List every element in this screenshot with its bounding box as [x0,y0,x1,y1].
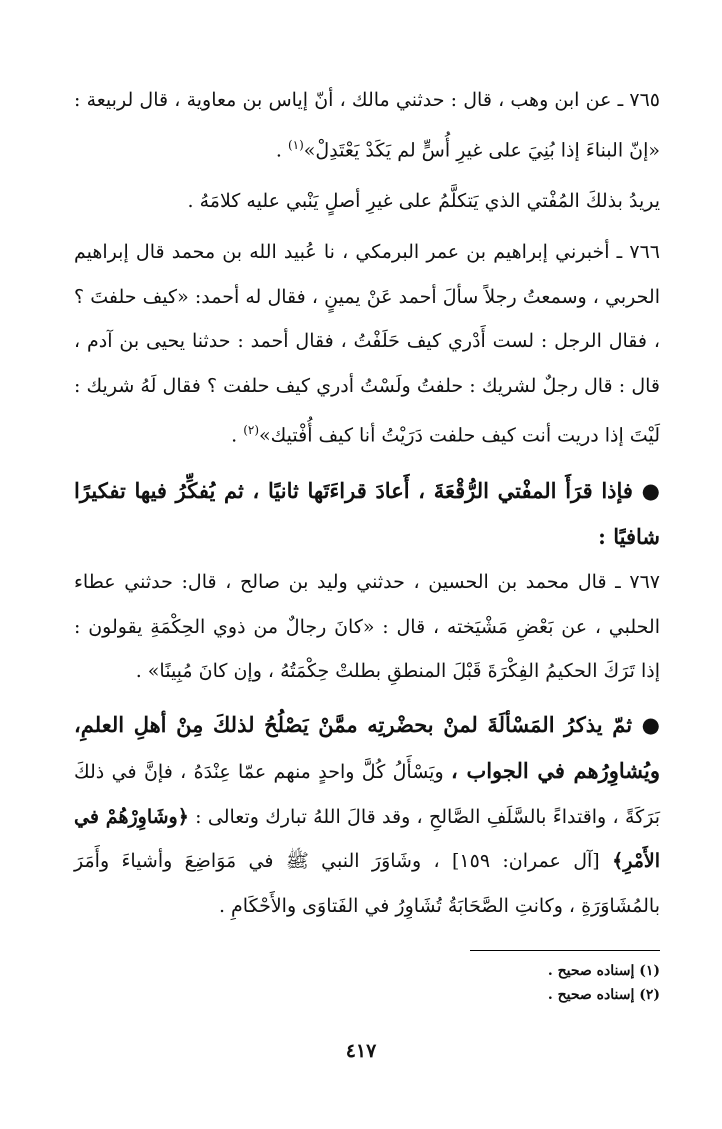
page-number: ٤١٧ [345,1040,377,1062]
paragraph-765 [74,78,660,172]
consultation-heading: ● ثمّ يذكرُ المَسْألَةَ لمنْ بحضْرتِه ممَّنْ يَصْلُحُ لذلكَ مِنْ أهلِ العلمِ، ويُشاوِرُهم في الجواب ، [74,711,660,784]
footnote-2: (٢) إسناده صحيح . [547,987,660,1003]
paragraph-765-explanation: يريدُ بذلكَ المُفْتي الذي يَتكلَّمُ على غيرِ أصلٍ يَنْبي عليه كلامَهُ . [187,190,660,213]
quran-quote: ﴿وشَاوِرْهُمْ في الأَمْرِ﴾ [74,805,660,873]
paragraph-767: ٧٦٧ ـ قال محمد بن الحسين ، حدثني وليد بن صالح ، قال: حدثني عطاء الحلبي ، عن بَعْضِ مَشْيَخته ، قال : «كانَ رجالٌ من ذوي الحِكْمَةِ يقولون : إذا تَرَكَ الحكيمُ الفِكْرَةَ قَبْلَ المنطقِ بطلتْ حِكْمَتُهُ ، وإن كانَ مُبِينًا» . [74,571,660,683]
paragraph-765-tail: . [275,138,282,161]
footnote-ref-1: (١) [287,137,304,152]
page-body [74,78,660,928]
paragraph-766-tail: . [231,424,238,447]
footnote-rule [470,950,660,951]
consultation-text-cont: [آل عمران: ١٥٩] ، وشَاوَرَ النبي ﷺ في مَوَاضِعَ وأشياءَ وأَمَرَ بالمُشَاوَرَةِ ، وكانتِ الصَّحَابَةُ تُشَاوِرُ في الفَتاوَى والأَحْكَامِ . [74,850,660,917]
paragraph-consultation [74,702,660,929]
footnotes [74,950,660,1007]
section-heading-reading: ● فإذا قرَأَ المفْتي الرُّقْعَةَ ، أَعادَ قراءَتَها ثانيًا ، ثم يُفكِّرُ فيها تفكيرًا شافيًا : [74,478,660,550]
paragraph-766-text: ٧٦٦ ـ أخبرني إبراهيم بن عمر البرمكي ، نا عُبيد الله بن محمد قال إبراهيم الحربي ، وسمعتُ رجلاً سألَ أحمد عَنْ يمينٍ ، فقال له أحمد: «كيف حلفتَ ؟ ، فقال الرجل : لست أَدْري كيف حَلَفْتُ ، فقال أحمد : حدثنا يحيى بن آدم ، قال : قال رجلٌ لشريك : حلفتُ ولَسْتُ أدري كيف حلفت ؟ فقال لَهُ شريك : لَيْتَ إذا دريت أنت كيف حلفت دَرَيْتُ أنا كيف أُفْتيك» [74,241,660,447]
footnote-ref-2: (٢) [243,423,260,438]
paragraph-766 [74,230,660,458]
footnote-1: (١) إسناده صحيح . [547,963,660,979]
paragraph-765-text: ٧٦٥ ـ عن ابن وهب ، قال : حدثني مالك ، أنّ إياس بن معاوية ، قال لربيعة : «إنّ البناءَ إذا بُنِيَ على غيرِ أُسٍّ لم يَكَدْ يَعْتَدِلْ» [74,89,660,161]
consultation-text: ويَسْأَلُ كُلَّ واحدٍ منهم عمّا عِنْدَهُ ، فإنَّ في ذلكَ بَرَكَةً ، واقتداءً بالسَّلَفِ الصَّالحِ ، وقد قالَ اللهُ تبارك وتعالى : [74,761,660,828]
